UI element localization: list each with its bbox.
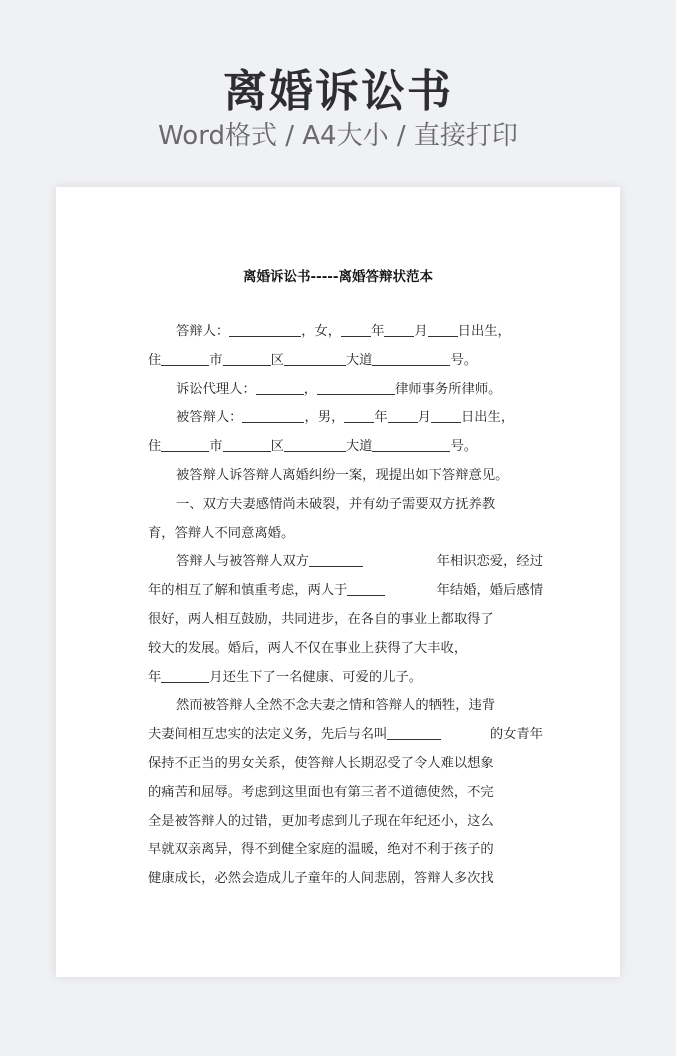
text: 答辩人与被答辩人双方: [176, 554, 309, 570]
text: 年的相互了解和慎重考虑，两人于: [148, 583, 348, 599]
blank-field: [284, 349, 346, 366]
blank-field: [256, 378, 304, 395]
text: 夫妻间相互忠实的法定义务，先后与名叫: [148, 727, 388, 743]
text: 大道: [345, 439, 373, 455]
paragraph-line: 很好，两人相互鼓励，共同进步，在各自的事业上都取得了: [148, 611, 494, 627]
text: 市: [209, 352, 223, 368]
paragraph-line: 然而被答辩人全然不念夫妻之情和答辩人的牺牲，违背: [176, 698, 496, 714]
text: 年: [148, 669, 162, 685]
document-title: 离婚诉讼书-----离婚答辩状范本: [242, 269, 433, 285]
text: 律师事务所律师。: [395, 381, 502, 397]
text: 年相识恋爱，经过: [436, 554, 543, 570]
text: 月: [417, 410, 431, 426]
blank-field: [431, 406, 461, 423]
text: 月还生下了一名健康、可爱的儿子。: [209, 669, 423, 685]
text: 答辩人：: [176, 324, 230, 339]
plaintiff-line: [148, 404, 543, 433]
text: 区: [270, 439, 284, 455]
text: 被答辩人：: [176, 410, 243, 426]
paragraph-line: [148, 577, 543, 606]
respondent-address-line: [148, 347, 543, 376]
paragraph-line: 较大的发展。婚后，两人不仅在事业上获得了大丰收，: [148, 640, 468, 656]
text: 日出生，: [457, 324, 511, 339]
text: 年: [374, 410, 388, 426]
paragraph-line: [148, 664, 543, 693]
blank-field: [223, 435, 271, 452]
blank-field: [384, 320, 414, 337]
text: [176, 548, 363, 577]
blank-field: [341, 320, 371, 337]
paragraph-line: 早就双亲离异，得不到健全家庭的温暖，绝对不利于孩子的: [148, 842, 494, 858]
page-title: 离婚诉讼书: [223, 66, 453, 117]
text: 日出生，: [460, 410, 515, 426]
blank-field: [388, 406, 418, 423]
text: 诉讼代理人：: [176, 381, 256, 397]
blank-field: [161, 349, 209, 366]
blank-field: [372, 435, 450, 452]
text: 市: [209, 439, 223, 455]
text: 住: [148, 439, 162, 455]
blank-field: [242, 406, 304, 423]
text: 年结婚，婚后感情: [436, 583, 543, 599]
text: ，: [303, 381, 318, 397]
paragraph-line: [148, 721, 543, 750]
text: ，男，: [304, 410, 345, 426]
text: [148, 577, 385, 606]
blank-field: [344, 406, 374, 423]
page-subtitle: Word格式 / A4大小 / 直接打印: [158, 121, 518, 151]
paragraph-line: 保持不正当的男女关系，使答辩人长期忍受了令人难以想象: [148, 755, 494, 771]
blank-field: [309, 550, 363, 567]
text: 住: [148, 352, 162, 368]
blank-field: [229, 320, 301, 337]
paragraph-line: 全是被答辩人的过错，更加考虑到儿子现在年纪还小，这么: [148, 813, 494, 829]
text: [148, 721, 441, 750]
paragraph-line: 健康成长，必然会造成儿子童年的人间悲剧，答辩人多次找: [148, 871, 494, 887]
blank-field: [428, 320, 458, 337]
blank-field: [372, 349, 450, 366]
text: 年: [371, 324, 385, 339]
respondent-line: [148, 318, 543, 347]
blank-field: [347, 579, 385, 596]
blank-field: [284, 435, 346, 452]
blank-field: [161, 435, 209, 452]
blank-field: [161, 666, 209, 683]
agent-line: [148, 376, 543, 405]
text: 号。: [450, 439, 478, 455]
blank-field: [387, 723, 441, 740]
text: 区: [270, 352, 284, 368]
plaintiff-address-line: [148, 433, 543, 462]
document-page: [56, 187, 620, 977]
document-body: [148, 318, 543, 894]
paragraph-line: 的痛苦和屈辱。考虑到这里面也有第三者不道德使然，不完: [148, 784, 494, 800]
text: 大道: [345, 352, 373, 368]
paragraph-line: 被答辩人诉答辩人离婚纠纷一案，现提出如下答辩意见。: [176, 467, 509, 483]
paragraph-line: 育，答辩人不同意离婚。: [148, 525, 295, 541]
blank-field: [317, 378, 395, 395]
paragraph-line: [148, 548, 543, 577]
text: 月: [414, 324, 428, 339]
text: 号。: [450, 352, 478, 368]
paragraph-line: 一、双方夫妻感情尚未破裂，并有幼子需要双方抚养教: [176, 496, 496, 512]
blank-field: [223, 349, 271, 366]
text: 的女青年: [489, 727, 543, 743]
text: ，女，: [301, 324, 342, 339]
